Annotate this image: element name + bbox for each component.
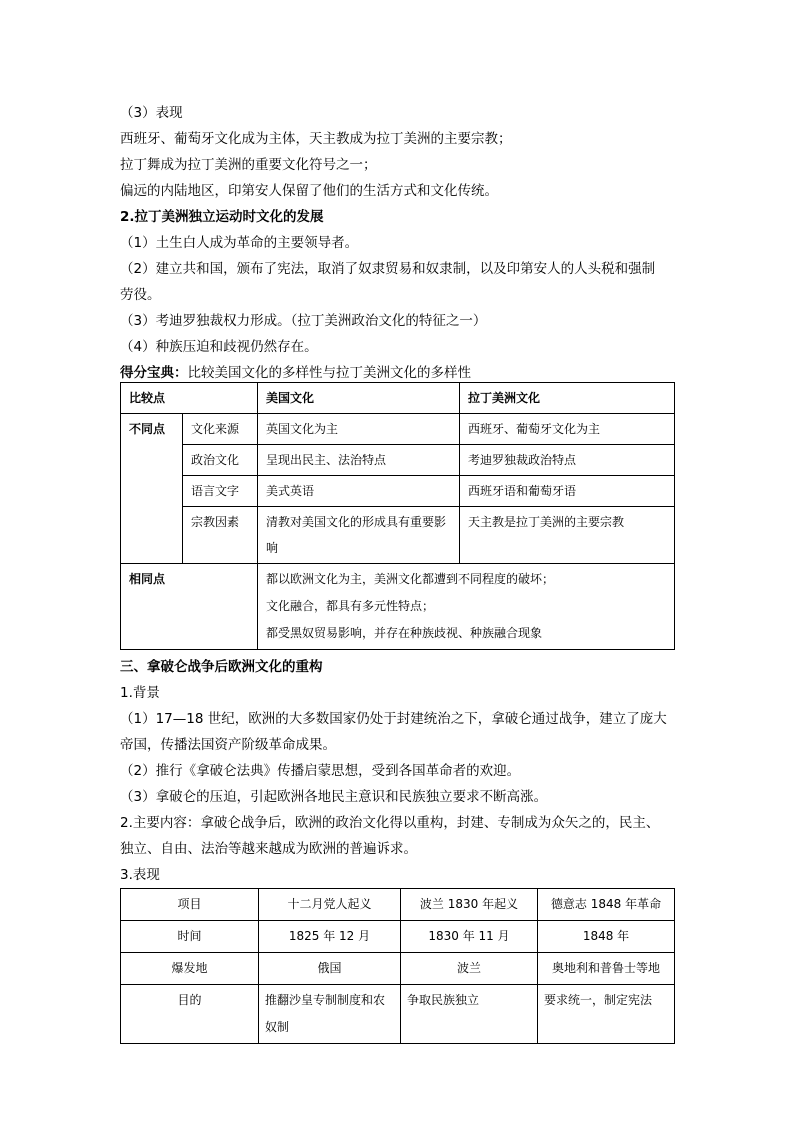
text-line: 独立、自由、法治等越来越成为欧洲的普遍诉求。 (120, 841, 417, 857)
heading-napoleon: 三、拿破仑战争后欧洲文化的重构 (120, 659, 323, 675)
us-cell: 英国文化为主 (258, 414, 460, 445)
cell: 波兰 (401, 953, 538, 985)
same-line: 文化融合，都具有多元性特点； (266, 599, 435, 613)
header-poland: 波兰 1830 年起义 (401, 889, 538, 921)
document-page (120, 100, 680, 1044)
aspect-cell: 文化来源 (183, 414, 258, 445)
cell: 争取民族独立 (401, 985, 538, 1044)
header-decembrist: 十二月党人起义 (259, 889, 401, 921)
us-cell: 呈现出民主、法治特点 (258, 445, 460, 476)
list-item: （1）土生白人成为革命的主要领导者。 (120, 235, 359, 251)
latin-cell: 西班牙、葡萄牙文化为主 (460, 414, 675, 445)
text-line: 西班牙、葡萄牙文化成为主体，天主教成为拉丁美洲的主要宗教； (120, 131, 512, 147)
header-latin-culture: 拉丁美洲文化 (460, 383, 675, 414)
events-table (120, 888, 675, 1044)
tip-text: 比较美国文化的多样性与拉丁美洲文化的多样性 (187, 365, 471, 381)
tip-line (120, 364, 680, 382)
list-item: 帝国，传播法国资产阶级革命成果。 (120, 737, 336, 753)
cell: 1848 年 (538, 921, 675, 953)
cell: 1830 年 11 月 (401, 921, 538, 953)
cell: 俄国 (259, 953, 401, 985)
latin-cell: 西班牙语和葡萄牙语 (460, 476, 675, 507)
list-item: （2）推行《拿破仑法典》传播启蒙思想，受到各国革命者的欢迎。 (120, 763, 521, 779)
list-item: （1）17—18 世纪，欧洲的大多数国家仍处于封建统治之下，拿破仑通过战争，建立了庞大 (120, 711, 667, 727)
list-item: （4）种族压迫和歧视仍然存在。 (120, 339, 318, 355)
list-item: 劳役。 (120, 287, 161, 303)
subtitle-background: 1.背景 (120, 685, 160, 701)
text-line: 拉丁舞成为拉丁美洲的重要文化符号之一； (120, 157, 377, 173)
same-line: 都以欧洲文化为主，美洲文化都遭到不同程度的破坏； (266, 572, 555, 586)
comparison-table (120, 382, 675, 650)
header-item: 项目 (121, 889, 259, 921)
latin-cell: 考迪罗独裁政治特点 (460, 445, 675, 476)
aspect-cell: 语言文字 (183, 476, 258, 507)
row-label: 爆发地 (121, 953, 259, 985)
header-germany: 德意志 1848 年革命 (538, 889, 675, 921)
diff-label: 不同点 (121, 414, 183, 564)
list-item: （3）考迪罗独裁权力形成。（拉丁美洲政治文化的特征之一） (120, 313, 487, 329)
list-item: （2）建立共和国，颁布了宪法，取消了奴隶贸易和奴隶制，以及印第安人的人头税和强制 (120, 261, 656, 277)
aspect-cell: 政治文化 (183, 445, 258, 476)
subtitle-performance: 3.表现 (120, 867, 160, 883)
cell: 要求统一，制定宪法 (538, 985, 675, 1044)
us-cell: 清教对美国文化的形成具有重要影响 (258, 507, 460, 564)
row-label: 目的 (121, 985, 259, 1044)
heading-latin-independence: 2.拉丁美洲独立运动时文化的发展 (120, 209, 324, 225)
text-line: 偏远的内陆地区，印第安人保留了他们的生活方式和文化传统。 (120, 183, 498, 199)
header-us-culture: 美国文化 (258, 383, 460, 414)
subtitle-performance: （3）表现 (120, 105, 183, 121)
text-line: 2.主要内容：拿破仑战争后，欧洲的政治文化得以重构，封建、专制成为众矢之的，民主、 (120, 815, 660, 831)
tip-label: 得分宝典： (120, 365, 188, 381)
same-content (258, 564, 675, 650)
cell: 推翻沙皇专制制度和农奴制 (259, 985, 401, 1044)
same-label: 相同点 (121, 564, 258, 650)
header-compare-point: 比较点 (121, 383, 258, 414)
us-cell: 美式英语 (258, 476, 460, 507)
latin-cell: 天主教是拉丁美洲的主要宗教 (460, 507, 675, 564)
list-item: （3）拿破仑的压迫，引起欧洲各地民主意识和民族独立要求不断高涨。 (120, 789, 548, 805)
cell: 奥地利和普鲁士等地 (538, 953, 675, 985)
aspect-cell: 宗教因素 (183, 507, 258, 564)
row-label: 时间 (121, 921, 259, 953)
cell: 1825 年 12 月 (259, 921, 401, 953)
same-line: 都受黑奴贸易影响，并存在种族歧视、种族融合现象 (266, 626, 543, 640)
